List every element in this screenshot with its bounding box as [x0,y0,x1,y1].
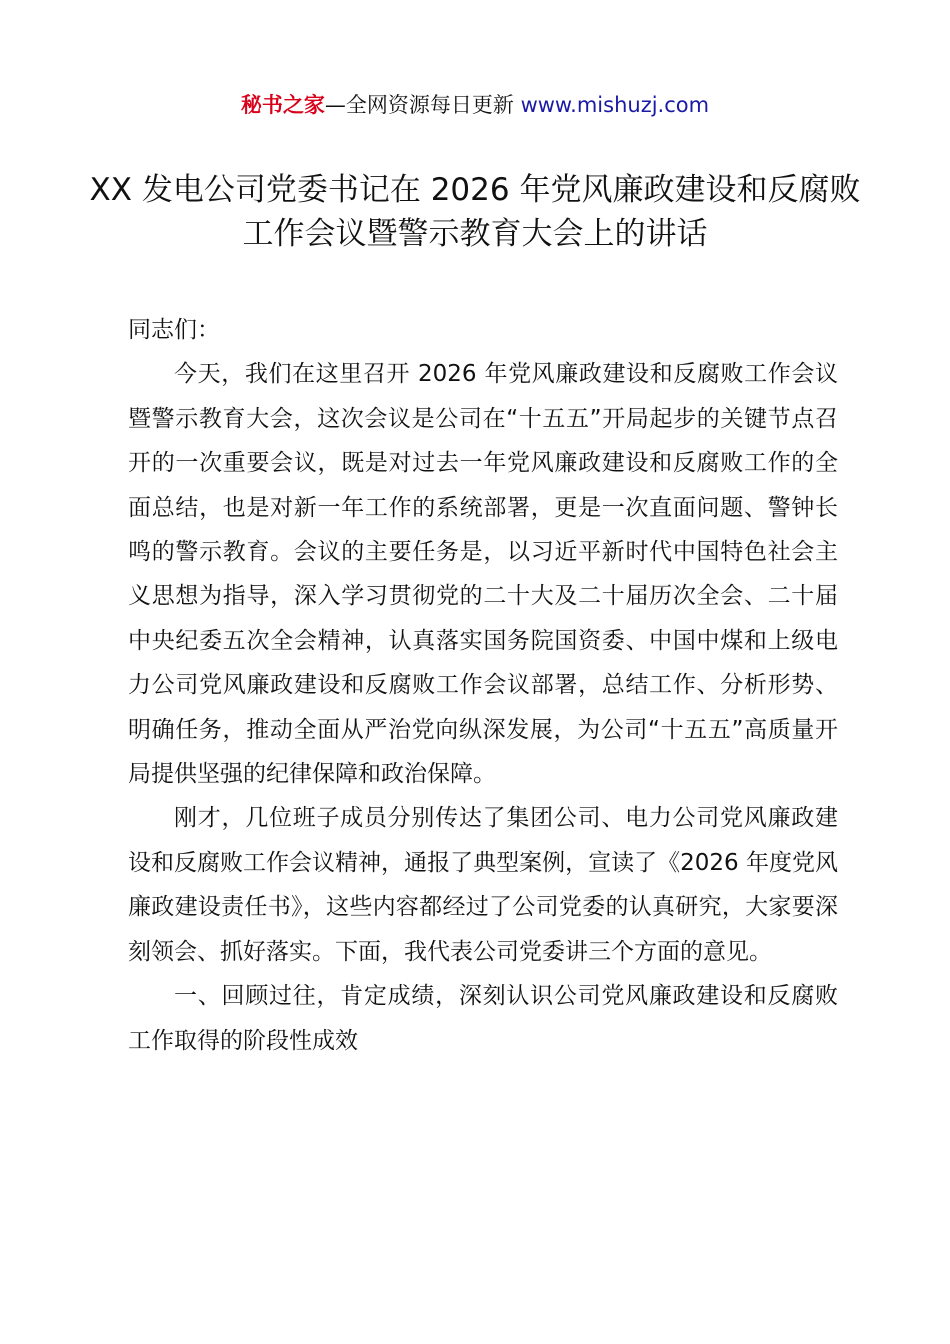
document-title: XX 发电公司党委书记在 2026 年党风廉政建设和反腐败工作会议暨警示教育大会上的讲话 [89,172,861,252]
salutation: 同志们： [128,317,220,343]
section-heading: 一、回顾过往，肯定成绩，深刻认识公司党风廉政建设和反腐败工作取得的阶段性成效 [128,983,838,1054]
body-paragraph: 今天，我们在这里召开 2026 年党风廉政建设和反腐败工作会议暨警示教育大会，这次会议是公司在“十五五”开局起步的关键节点召开的一次重要会议，既是对过去一年党风廉政建设和反腐败工作的全面总结，也是对新一年工作的系统部署，更是一次直面问题、警钟长鸣的警示教育。会议的主要任务是，以习近平新时代中国特色社会主义思想为指导，深入学习贯彻党的二十大及二十届历次全会、二十届中央纪委五次全会精神，认真落实国务院国资委、中国中煤和上级电力公司党风廉政建设和反腐败工作会议部署，总结工作、分析形势、明确任务，推动全面从严治党向纵深发展，为公司“十五五”高质量开局提供坚强的纪律保障和政治保障。 [128,361,838,788]
site-url-link[interactable]: www.mishuzj.com [520,93,710,117]
body-paragraph: 刚才，几位班子成员分别传达了集团公司、电力公司党风廉政建设和反腐败工作会议精神，通报了典型案例，宣读了《2026 年度党风廉政建设责任书》，这些内容都经过了公司党委的认真研究，大家要深刻领会、抓好落实。下面，我代表公司党委讲三个方面的意见。 [128,805,838,965]
brand-name: 秘书之家 [240,93,325,117]
site-header [0,90,950,120]
header-tagline: —全网资源每日更新 [324,93,521,117]
document-body [128,308,838,1063]
